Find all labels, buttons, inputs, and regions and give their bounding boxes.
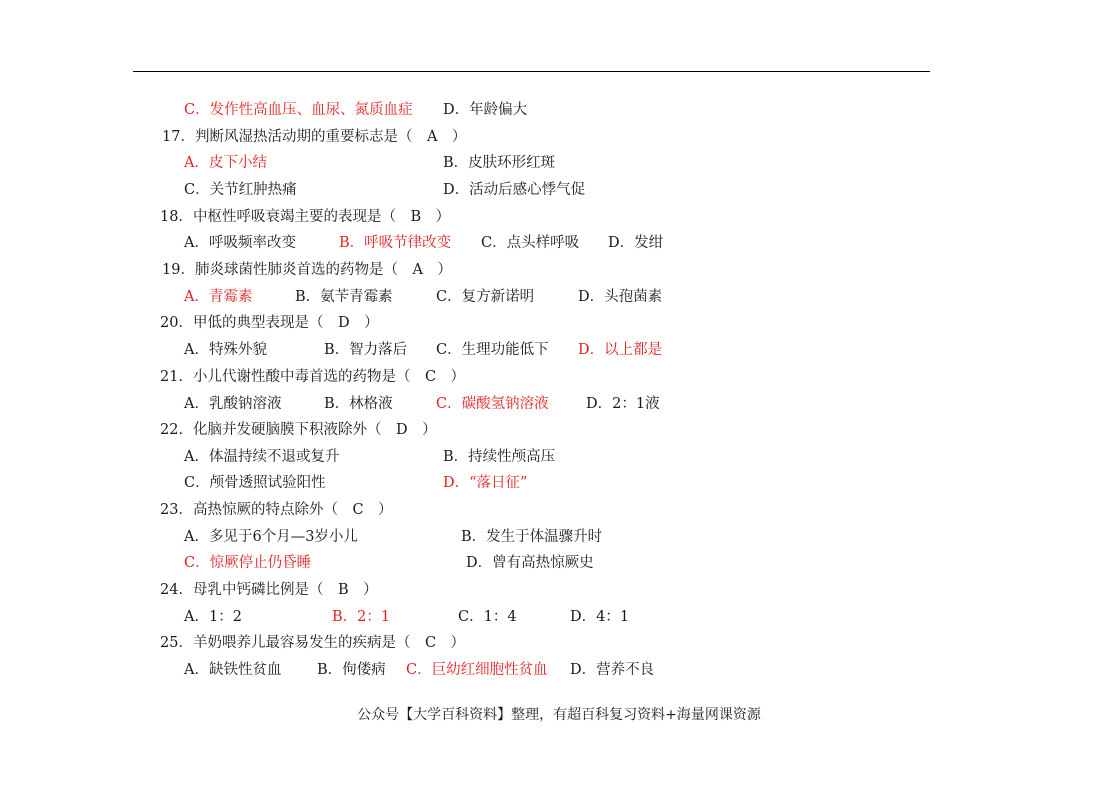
q25-options-row <box>0 659 1118 681</box>
q17-options-row-1 <box>0 152 1118 174</box>
option-a: A．乳酸钠溶液 <box>184 396 282 412</box>
option-c-correct: C．巨幼红细胞性贫血 <box>406 662 548 678</box>
option-d: D．2：1液 <box>586 396 660 412</box>
q21-options-row <box>0 393 1118 415</box>
option-d-correct: D．“落日征” <box>443 475 528 491</box>
option-b-correct: B．呼吸节律改变 <box>339 235 452 251</box>
question-24-stem: 24．母乳中钙磷比例是（ B ） <box>160 582 378 598</box>
option-a: A．特殊外貌 <box>184 342 267 358</box>
q19-options-row <box>0 286 1118 308</box>
option-c-correct: C．发作性高血压、血尿、氮质血症 <box>184 102 413 118</box>
option-a-correct: A．青霉素 <box>184 289 253 305</box>
option-b: B．智力落后 <box>324 342 408 358</box>
option-c: C．点头样呼吸 <box>481 235 580 251</box>
option-a: A．呼吸频率改变 <box>184 235 296 251</box>
option-c: C．1：4 <box>458 609 517 625</box>
option-a: A．缺铁性贫血 <box>184 662 282 678</box>
q20-options-row <box>0 339 1118 361</box>
option-d: D．发绀 <box>608 235 664 251</box>
option-d-correct: D．以上都是 <box>578 342 663 358</box>
question-23-stem: 23．高热惊厥的特点除外（ C ） <box>160 502 393 518</box>
question-21-stem: 21．小儿代谢性酸中毒首选的药物是（ C ） <box>160 369 466 385</box>
q17-options-row-2 <box>0 179 1118 201</box>
option-a: A．多见于6个月—3岁小儿 <box>184 529 358 545</box>
option-b: B．发生于体温骤升时 <box>461 529 603 545</box>
option-a-correct: A．皮下小结 <box>184 155 267 171</box>
question-17-stem: 17．判断风湿热活动期的重要标志是（ A ） <box>162 129 467 145</box>
option-c-correct: C．惊厥停止仍昏睡 <box>184 555 312 571</box>
option-b: B．佝偻病 <box>317 662 386 678</box>
option-a: A．1：2 <box>184 609 242 625</box>
option-b: B．氨苄青霉素 <box>295 289 393 305</box>
option-c: C．颅骨透照试验阳性 <box>184 475 326 491</box>
q23-options-row-1 <box>0 526 1118 548</box>
q18-options-row <box>0 232 1118 254</box>
question-20-stem: 20．甲低的典型表现是（ D ） <box>160 315 379 331</box>
question-22-stem: 22．化脑并发硬脑膜下积液除外（ D ） <box>160 422 437 438</box>
footer-note: 公众号【大学百科资料】整理，有超百科复习资料+海量网课资源 <box>357 707 761 723</box>
question-18-stem: 18．中枢性呼吸衰竭主要的表现是（ B ） <box>160 209 451 225</box>
option-c: C．复方新诺明 <box>436 289 535 305</box>
question-19-stem: 19．肺炎球菌性肺炎首选的药物是（ A ） <box>162 262 452 278</box>
option-d: D．头孢菌素 <box>578 289 663 305</box>
question-25-stem: 25．羊奶喂养儿最容易发生的疾病是（ C ） <box>160 635 466 651</box>
option-b: B．林格液 <box>324 396 393 412</box>
option-a: A．体温持续不退或复升 <box>184 449 340 465</box>
option-b-correct: B．2：1 <box>332 609 391 625</box>
option-d: D．曾有高热惊厥史 <box>466 555 594 571</box>
option-b: B．持续性颅高压 <box>443 449 556 465</box>
q16-options-row <box>0 99 1118 121</box>
q23-options-row-2 <box>0 552 1118 574</box>
option-d: D．营养不良 <box>570 662 655 678</box>
option-b: B．皮肤环形红斑 <box>443 155 556 171</box>
header-rule <box>133 71 930 72</box>
option-c-correct: C．碳酸氢钠溶液 <box>436 396 549 412</box>
q22-options-row-2 <box>0 472 1118 494</box>
option-d: D．4：1 <box>570 609 630 625</box>
option-c: C．关节红肿热痛 <box>184 182 297 198</box>
option-d: D．活动后感心悸气促 <box>443 182 586 198</box>
option-c: C．生理功能低下 <box>436 342 549 358</box>
q24-options-row <box>0 606 1118 628</box>
q22-options-row-1 <box>0 446 1118 468</box>
option-d: D．年龄偏大 <box>443 102 528 118</box>
